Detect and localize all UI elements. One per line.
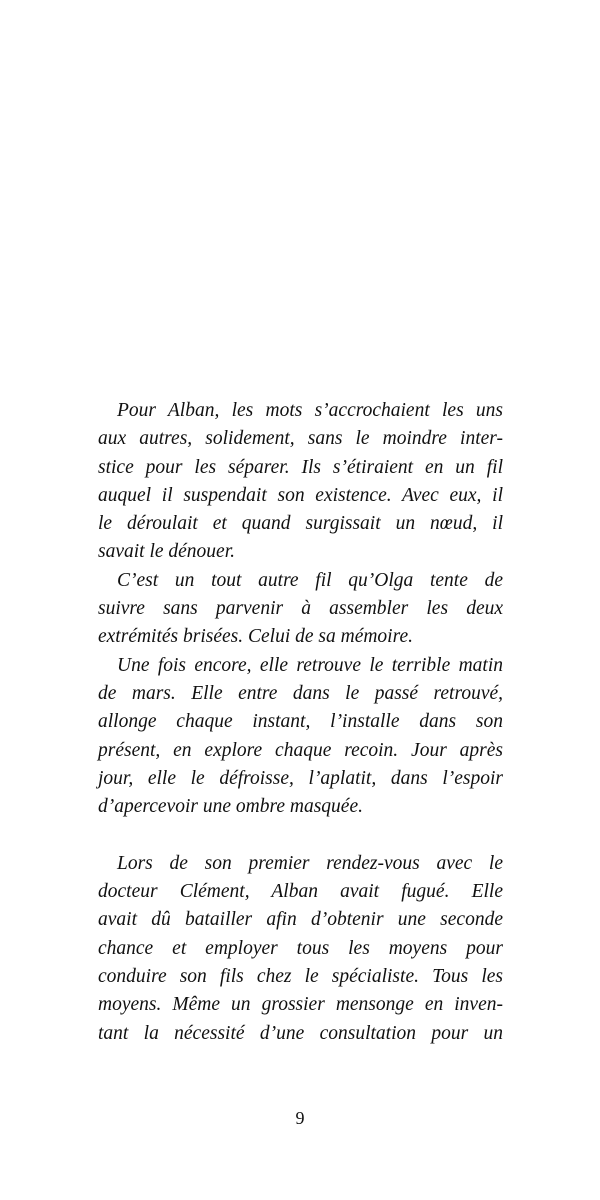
section-break (98, 821, 503, 849)
paragraph-4 (98, 850, 503, 1048)
text-line: suivre sans parvenir à assembler les deux (98, 598, 503, 620)
text-line: conduire son fils chez le spécialiste. Tous les (98, 965, 503, 987)
text-line: le déroulait et quand surgissait un nœud, il (98, 513, 503, 535)
text-line: chance et employer tous les moyens pour (98, 937, 503, 959)
text-line: allonge chaque instant, l’installe dans son (98, 711, 503, 733)
text-line: présent, en explore chaque recoin. Jour après (98, 739, 503, 761)
text-line: jour, elle le défroisse, l’aplatit, dans l’espoir (98, 767, 503, 789)
text-line: C’est un tout autre fil qu’Olga tente de (117, 569, 503, 591)
page-number: 9 (295, 1108, 305, 1128)
text-line: moyens. Même un grossier mensonge en inven- (98, 994, 503, 1016)
text-line: stice pour les séparer. Ils s’étiraient en un fil (98, 456, 503, 478)
text-line: docteur Clément, Alban avait fugué. Elle (98, 881, 503, 903)
text-line: auquel il suspendait son existence. Avec eux, il (98, 484, 503, 506)
text-line: Lors de son premier rendez-vous avec le (117, 852, 503, 874)
body-text (98, 397, 503, 1048)
text-line: Une fois encore, elle retrouve le terrible matin (117, 654, 503, 676)
text-line: de mars. Elle entre dans le passé retrouvé, (98, 682, 503, 704)
text-line: savait le dénouer. (98, 541, 236, 563)
paragraph-3 (98, 652, 503, 822)
text-line: tant la nécessité d’une consultation pour un (98, 1022, 503, 1044)
paragraph-2 (98, 567, 503, 652)
text-line: d’apercevoir une ombre masquée. (98, 796, 363, 818)
text-line: aux autres, solidement, sans le moindre inter- (98, 428, 503, 450)
paragraph-1 (98, 397, 503, 567)
text-line: avait dû batailler afin d’obtenir une seconde (98, 909, 503, 931)
text-line: Pour Alban, les mots s’accrochaient les uns (117, 400, 503, 421)
text-line: extrémités brisées. Celui de sa mémoire. (98, 626, 413, 648)
